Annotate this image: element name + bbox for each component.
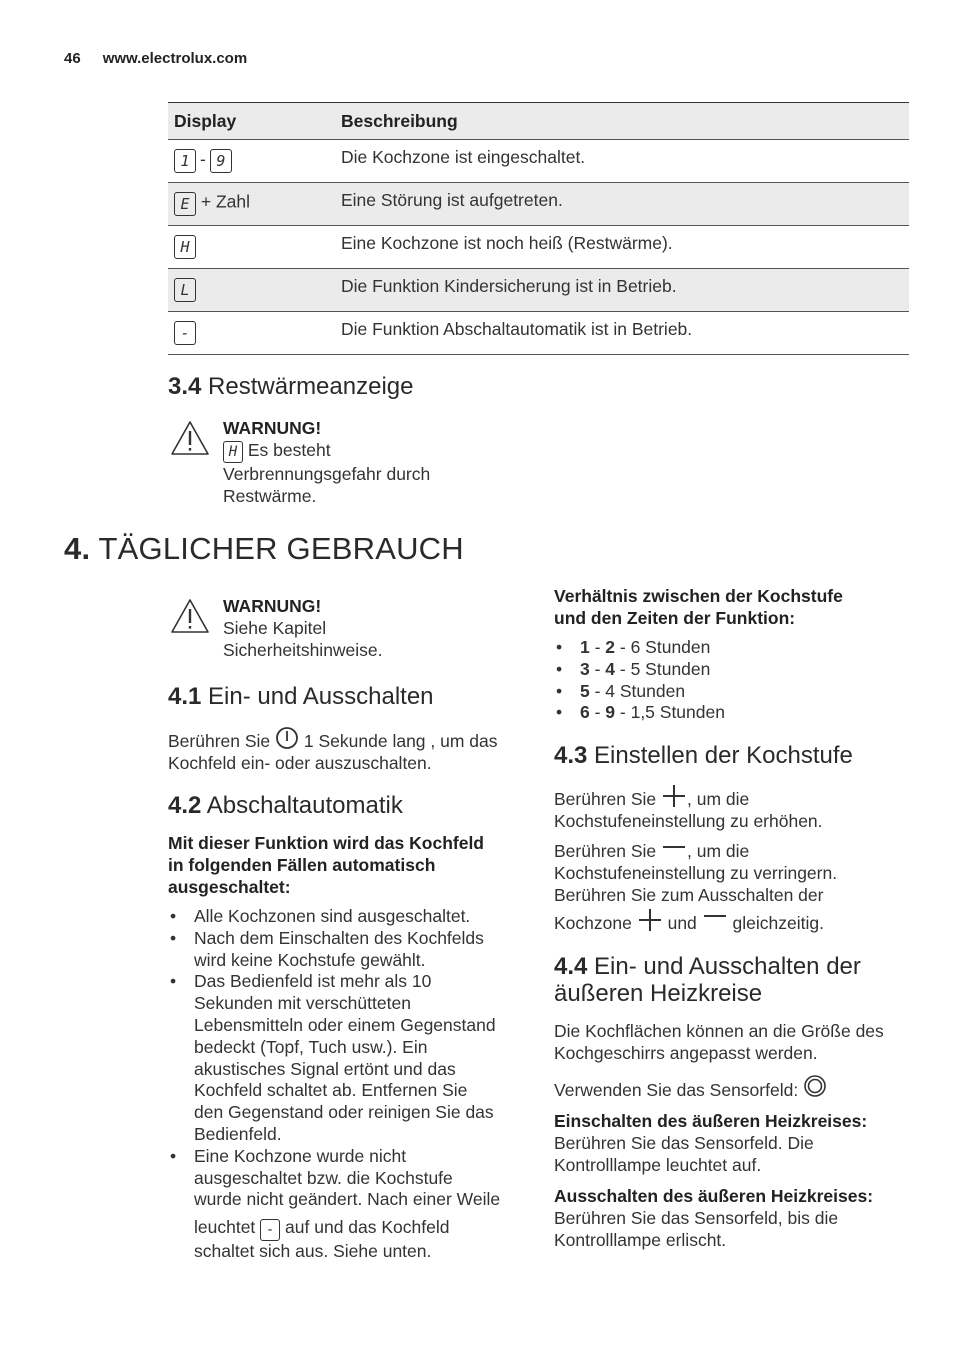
col-header-display: Display [174, 111, 237, 131]
display-cell [168, 269, 341, 312]
display-symbol: H [174, 235, 196, 259]
list-item: • Nach dem Einschalten des Kochfelds wird keine Kochstufe gewählt. [168, 928, 538, 972]
section-heading-4-4: 4.4 Ein- und Ausschalten der äußeren Heizkreise [554, 953, 861, 1007]
warning-icon [170, 598, 210, 634]
table-header-row [168, 103, 909, 140]
list-item: • 3 - 4 - 5 Stunden [554, 659, 914, 681]
display-cell: E + Zahl [168, 183, 341, 226]
warning-title: WARNUNG! [223, 596, 322, 616]
display-symbol: - [174, 321, 196, 345]
paragraph-cookware-size: Die Kochflächen können an die Größe des Kochgeschirrs angepasst werden. [554, 1021, 884, 1063]
paragraph-outer-on: Einschalten des äußeren Heizkreises: Berühren Sie das Sensorfeld. Die Kontrolllampe leuchtet auf. [554, 1111, 868, 1175]
plus-icon [637, 908, 663, 932]
display-symbol: 1 [174, 149, 196, 173]
col-header-description: Beschreibung [341, 111, 458, 131]
section-heading-4-1: 4.1 Ein- und Ausschalten [168, 683, 434, 710]
display-cell [168, 226, 341, 269]
display-symbol: E [174, 192, 196, 216]
chapter-heading: 4. TÄGLICHER GEBRAUCH [64, 531, 464, 566]
description-cell: Die Kochzone ist eingeschaltet. [341, 147, 586, 167]
list-item: • Das Bedienfeld ist mehr als 10 Sekunden mit verschütteten Lebensmitteln oder einem Gegenstand bedeckt (Topf, Tuch usw.). Ein akustisches Signal ertönt und das Kochfeld schaltet ab. Entfernen Sie den Gegenstand oder reinigen Sie das Bedienfeld. [168, 971, 538, 1145]
auto-off-intro: Mit dieser Funktion wird das Kochfeld in folgenden Fällen automatisch ausgeschaltet: [168, 833, 484, 897]
warning-text: H Es besteht Verbrennungsgefahr durch Restwärme. [223, 440, 431, 507]
list-item: • 6 - 9 - 1,5 Stunden [554, 702, 914, 724]
minus-icon [661, 844, 687, 860]
page-header [64, 50, 247, 67]
warning-text: Siehe Kapitel Sicherheitshinweise. [223, 618, 383, 660]
list-item: • 1 - 2 - 6 Stunden [554, 637, 914, 659]
table-row [168, 226, 909, 269]
paragraph-sensor-field: Verwenden Sie das Sensorfeld: [554, 1075, 924, 1101]
ratio-list [554, 637, 914, 724]
list-item: • 5 - 4 Stunden [554, 681, 914, 703]
table-row [168, 269, 909, 312]
list-item: • Eine Kochzone wurde nicht ausgeschaltet bzw. die Kochstufe wurde nicht geändert. Nach einer Weile leuchtet - auf und das Kochfeld schaltet sich aus. Siehe unten. [168, 1146, 538, 1263]
display-symbol: H [223, 441, 243, 463]
display-symbol: 9 [210, 149, 232, 173]
list-item: • Alle Kochzonen sind ausgeschaltet. [168, 906, 538, 928]
table-row [168, 183, 909, 226]
display-symbol: - [260, 1219, 280, 1241]
display-cell: 1 - 9 [168, 140, 341, 183]
page-number: 46 [64, 50, 81, 67]
display-symbol: L [174, 278, 196, 302]
section-heading-4-2: 4.2 Abschaltautomatik [168, 792, 403, 819]
website-url: www.electrolux.com [102, 50, 248, 67]
table-row [168, 312, 909, 355]
warning-title: WARNUNG! [223, 418, 322, 438]
paragraph-outer-off: Ausschalten des äußeren Heizkreises: Berühren Sie das Sensorfeld, bis die Kontrolllampe erlischt. [554, 1186, 874, 1250]
section-heading-4-3: 4.3 Einstellen der Kochstufe [554, 742, 853, 769]
power-icon [275, 726, 299, 750]
minus-icon [702, 912, 728, 932]
paragraph-increase: Berühren Sie , um die Kochstufeneinstellung zu erhöhen. [554, 784, 914, 832]
display-cell [168, 312, 341, 355]
dual-zone-sensor-icon [803, 1075, 827, 1099]
auto-off-list [168, 906, 538, 1262]
paragraph-on-off: Berühren Sie 1 Sekunde lang , um das Kochfeld ein- oder auszuschalten. [168, 726, 528, 774]
table-row [168, 140, 909, 183]
description-cell: Die Funktion Abschaltautomatik ist in Betrieb. [341, 319, 693, 339]
description-cell: Die Funktion Kindersicherung ist in Betrieb. [341, 276, 677, 296]
ratio-title: Verhältnis zwischen der Kochstufe und den Zeiten der Funktion: [554, 586, 843, 628]
description-cell: Eine Kochzone ist noch heiß (Restwärme). [341, 233, 673, 253]
paragraph-decrease: Berühren Sie , um die Kochstufeneinstellung zu verringern. Berühren Sie zum Ausschalten der Kochzone und gleichzeitig. [554, 841, 838, 933]
warning-box-safety [223, 596, 503, 661]
description-cell: Eine Störung ist aufgetreten. [341, 190, 563, 210]
warning-box-residual-heat [223, 418, 503, 507]
display-table [168, 102, 909, 355]
section-heading-3-4: 3.4 Restwärmeanzeige [168, 373, 414, 400]
plus-icon [661, 784, 687, 808]
warning-icon [170, 420, 210, 456]
